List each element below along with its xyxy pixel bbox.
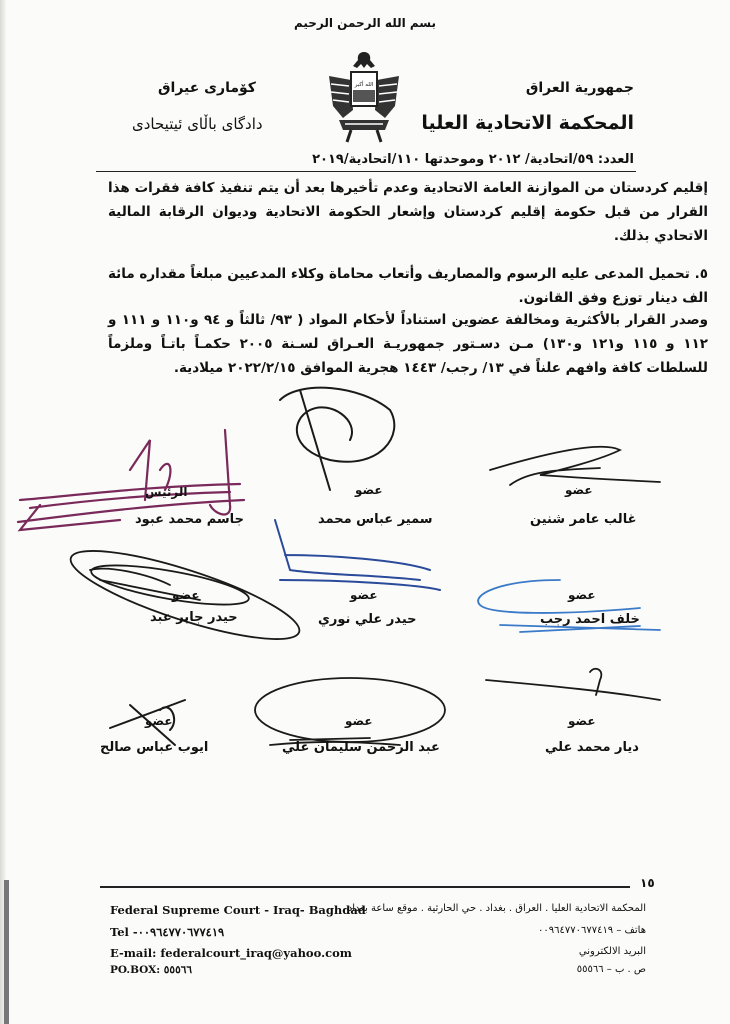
page-number: ١٥ (640, 876, 655, 890)
header-court-ku: دادگاى باڵاى ئيتيحادى (132, 115, 263, 133)
footer-email-ar: البريد الالكتروني (578, 946, 646, 957)
signatory-name: سمير عباس محمد (318, 512, 433, 527)
header-country-ar: جمهورية العراق (525, 80, 634, 96)
signatory-name: جاسم محمد عبود (135, 512, 244, 527)
svg-text:الله أكبر: الله أكبر (354, 82, 374, 88)
signatory-name: غالب عامر شنين (530, 512, 637, 527)
header-country-ku: كۆمارى عيراق (158, 80, 256, 96)
signatory-name: حيدر علي نوري (318, 612, 417, 627)
signatory-name: ايوب عباس صالح (100, 740, 209, 755)
footer-divider (100, 886, 630, 888)
signature-member-7 (255, 678, 445, 745)
signatory-name: عبد الرحمن سليمان علي (282, 740, 440, 755)
header-court-ar: المحكمة الاتحادية العليا (421, 112, 634, 134)
signature-role: عضو (145, 714, 173, 728)
footer-address-ar: المحكمة الاتحادية العليا . العراق . بغداد . حي الحارثية . موقع ساعة بغداد (347, 903, 646, 914)
signatory-name: ديار محمد علي (545, 740, 639, 755)
bismillah: بسم الله الرحمن الرحيم (293, 16, 437, 30)
footer-pobox-en: PO.BOX: ٥٥٥٦٦ (110, 964, 192, 976)
signature-member-4 (275, 520, 440, 590)
footer-court-en: Federal Supreme Court - Iraq- Baghdad (110, 903, 366, 917)
body-paragraph-1: إقليم كردستان من الموازنة العامة الاتحادية وعدم تأخيرها بعد أن يتم تنفيذ كافة فقرات هذا القرار من قبل حكومة إقليم كردستان وإشعار الحكومة الاتحادية وديوان الرقابة المالية الاتحادي بذلك. (108, 180, 708, 244)
signatory-name: خلف احمد رجب (540, 612, 640, 627)
signature-role: عضو (345, 714, 373, 728)
case-reference: العدد: ٥٩/اتحادية/ ٢٠١٢ وموحدتها ١١٠/اتحادية/٢٠١٩ (312, 152, 634, 167)
footer-pobox-ar: ص . ب – ٥٥٥٦٦ (576, 964, 646, 975)
signature-role: عضو (350, 588, 378, 602)
signatory-name: حيدر جابر عبد (150, 610, 238, 625)
signature-role: عضو (568, 714, 596, 728)
signature-role: الرئيس (145, 485, 188, 499)
body-paragraph-2: ٥. تحميل المدعى عليه الرسوم والمصاريف وأتعاب محاماة وكلاء المدعيين مبلغاً مقداره مائة الف دينار توزع وفق القانون. (108, 266, 708, 306)
signature-role: عضو (172, 588, 200, 602)
signature-role: عضو (565, 483, 593, 497)
signature-role: عضو (355, 483, 383, 497)
body-paragraph-3: وصدر القرار بالأكثرية ومخالفة عضوين استناداً لأحكام المواد ( ٩٣/ ثالثاً و ٩٤ و١١٠ و ١١١ و ١١٢ و ١١٥ و١٢١ و١٣٠) مـن دسـتور جمهوريـة العـراق لسـنة ٢٠٠٥ حكمـاً باتـاً وملزماً للسلطات كافة وافهم علناً في ١٣/ رجب/ ١٤٤٣ هجرية الموافق ٢٠٢٢/٢/١٥ ميلادية. (108, 312, 709, 376)
footer-tel-en: Tel -٠٠٩٦٤٧٧٠٦٧٧٤١٩ (110, 925, 225, 939)
signature-member-8 (486, 669, 660, 700)
signature-role: عضو (568, 588, 596, 602)
signature-member-2 (490, 447, 660, 485)
footer-phone-ar: هاتف – ٠٠٩٦٤٧٧٠٦٧٧٤١٩ (537, 925, 646, 936)
signature-member-1 (280, 388, 394, 490)
footer-email-en: E-mail: federalcourt_iraq@yahoo.com (110, 946, 352, 960)
